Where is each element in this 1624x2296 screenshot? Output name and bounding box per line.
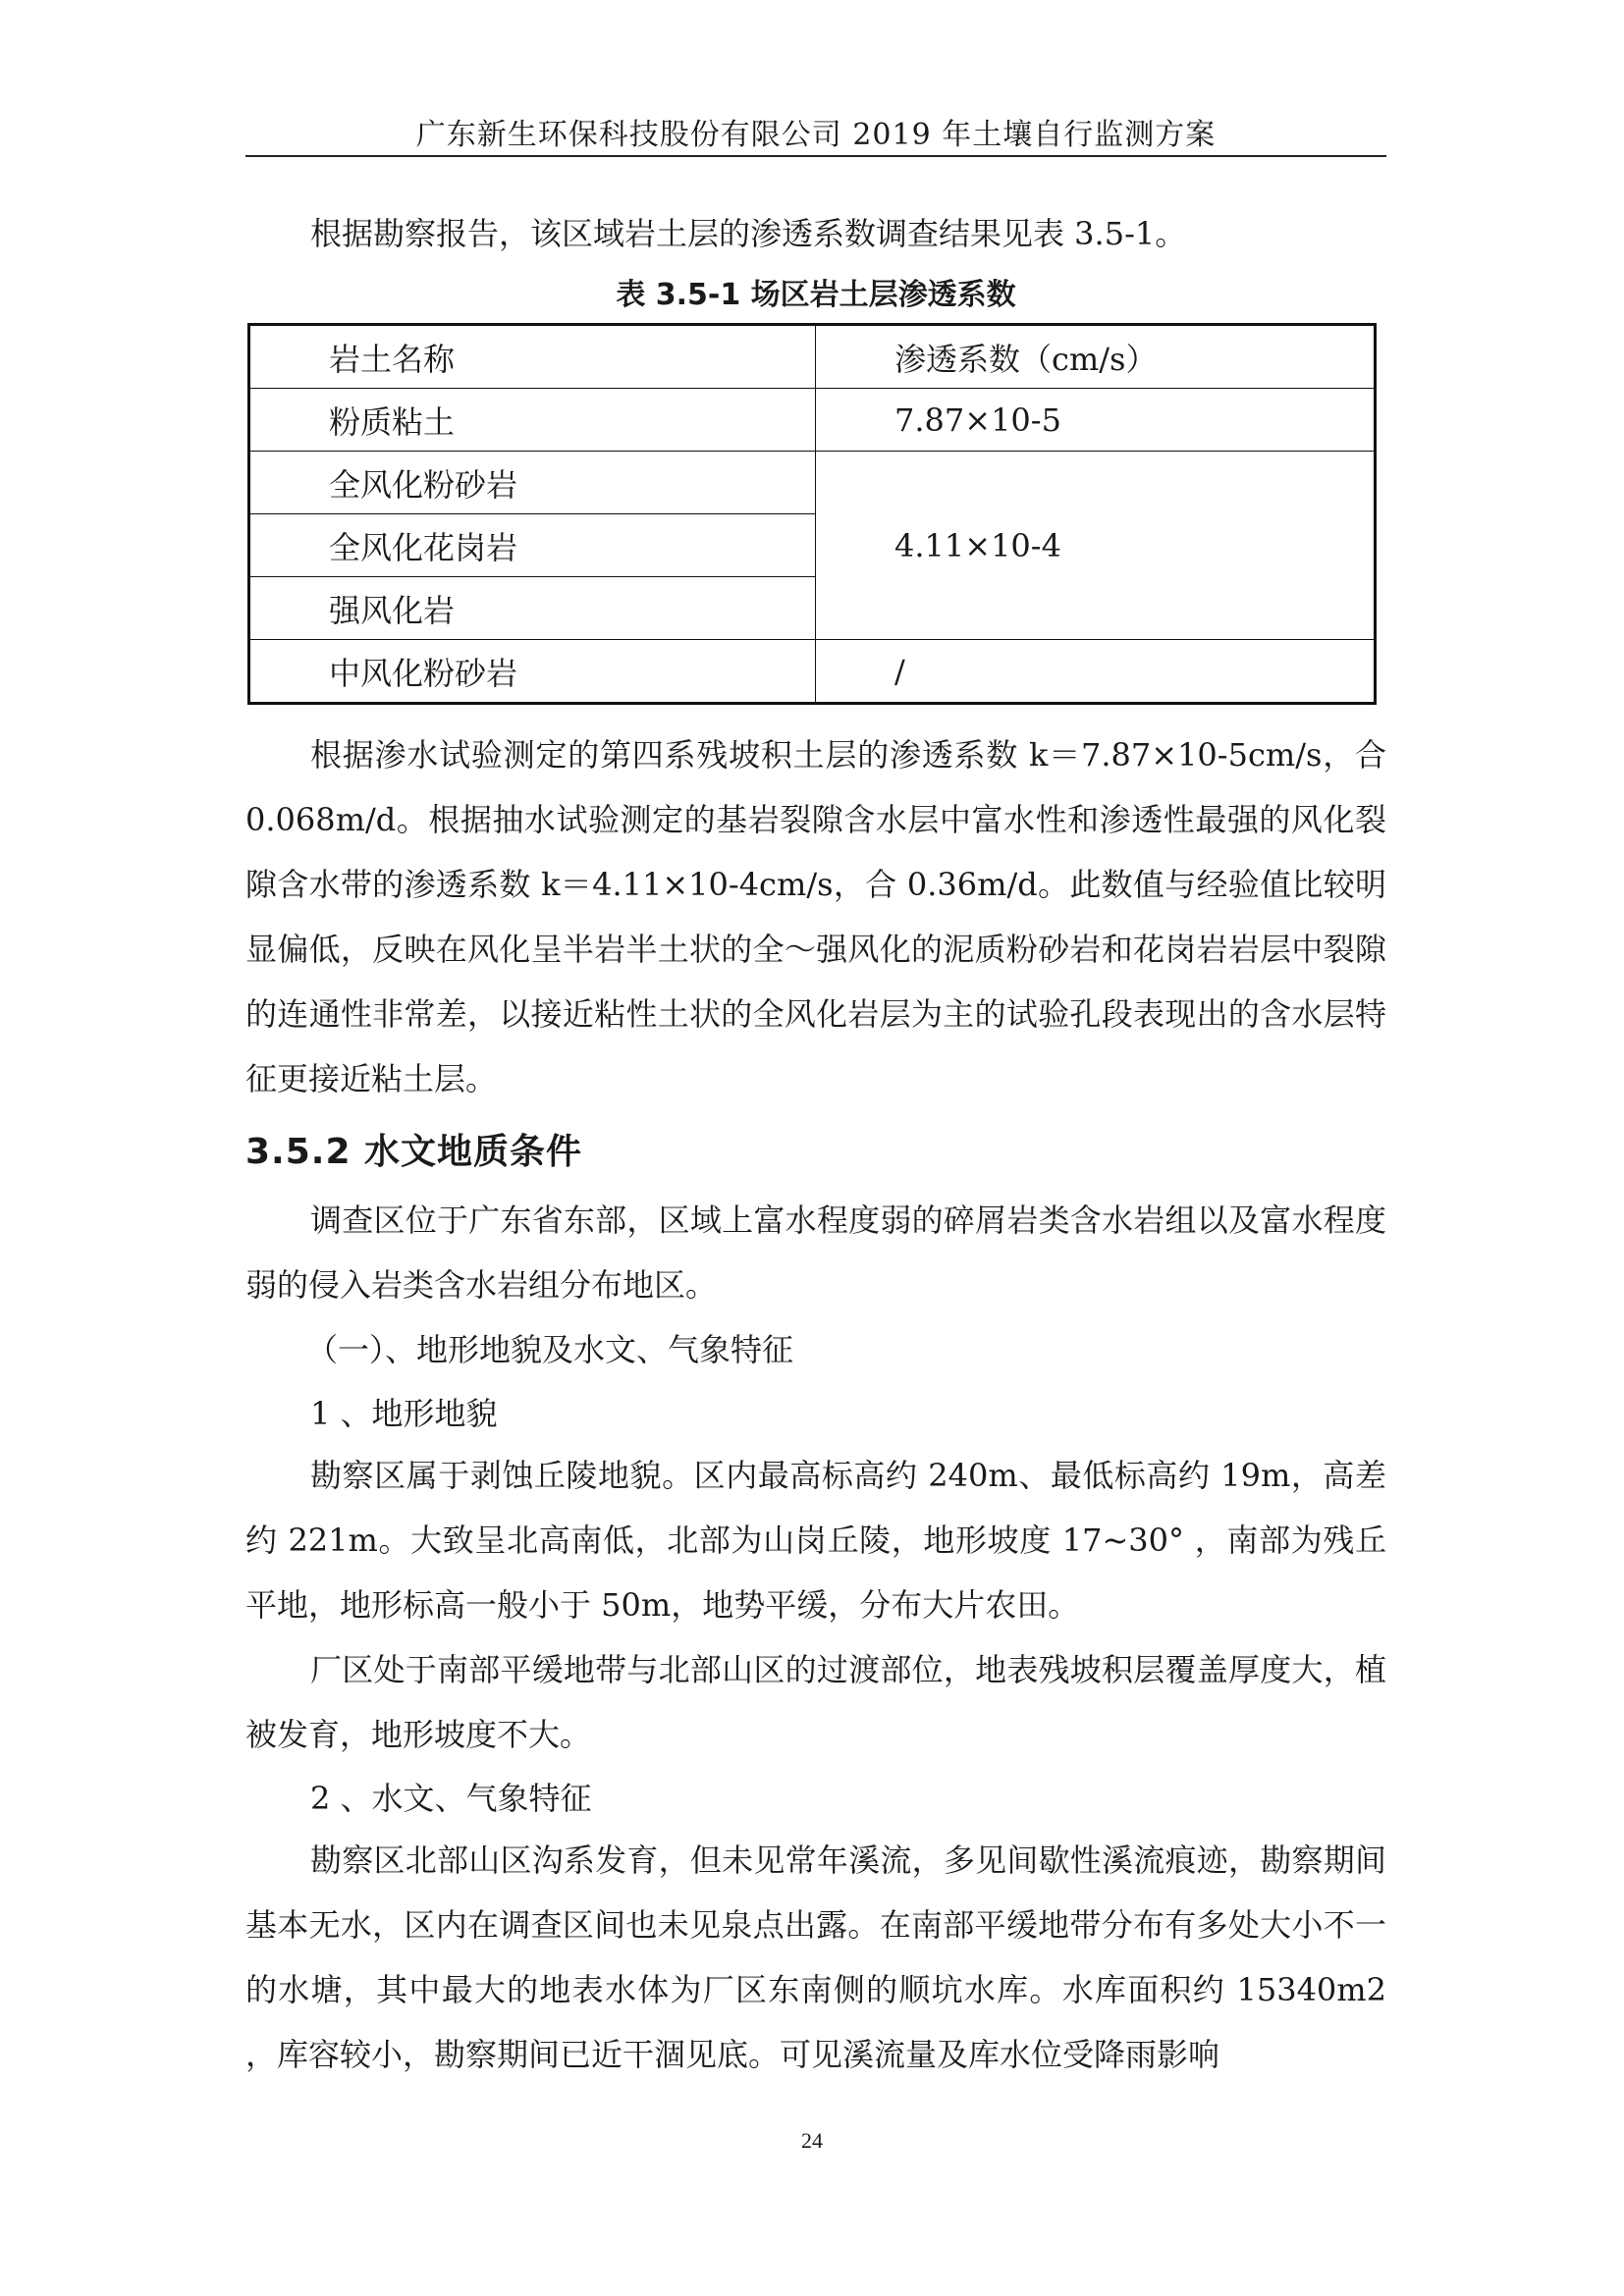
table-header-row: [249, 325, 1376, 389]
table-cell-value: 4.11×10-4: [816, 452, 1376, 640]
table-cell-name: 全风化花岗岩: [249, 514, 816, 577]
table-row: [249, 389, 1376, 452]
page-number: 24: [801, 2128, 823, 2153]
paragraph-terrain: 勘察区属于剥蚀丘陵地貌。区内最高标高约 240m、最低标高约 19m，高差约 221m。大致呈北高南低，北部为山岗丘陵，地形坡度 17~30° ，南部为残丘平地，地形标高一般小于 50m，地势平缓，分布大片农田。: [245, 1457, 1386, 1624]
permeability-table: [247, 323, 1377, 705]
table-caption: 表 3.5-1 场区岩土层渗透系数: [616, 278, 1016, 312]
section-heading: 3.5.2 水文地质条件: [245, 1132, 583, 1172]
table-cell-name: 粉质粘土: [249, 389, 816, 452]
table-header-cell: 岩土名称: [249, 325, 816, 389]
table-cell-name: 中风化粉砂岩: [249, 640, 816, 704]
table-cell-value: /: [816, 640, 1376, 704]
subheading-hydrology-climate: 2 、水文、气象特征: [310, 1780, 592, 1817]
subheading-terrain-hydrology: （一）、地形地貌及水文、气象特征: [306, 1331, 794, 1368]
intro-paragraph: 根据勘察报告，该区域岩土层的渗透系数调查结果见表 3.5-1。: [310, 215, 1187, 252]
paragraph-region: 调查区位于广东省东部，区域上富水程度弱的碎屑岩类含水岩组以及富水程度弱的侵入岩类含水岩组分布地区。: [245, 1201, 1386, 1304]
header-rule: [245, 155, 1386, 157]
table-row: [249, 452, 1376, 514]
table-cell-name: 强风化岩: [249, 577, 816, 640]
running-header: 广东新生环保科技股份有限公司 2019 年土壤自行监测方案: [415, 118, 1217, 152]
paragraph-plant-area: 厂区处于南部平缓地带与北部山区的过渡部位，地表残坡积层覆盖厚度大，植被发育，地形坡度不大。: [245, 1651, 1386, 1753]
table-header-cell: 渗透系数（cm/s）: [816, 325, 1376, 389]
table-cell-value: 7.87×10-5: [816, 389, 1376, 452]
paragraph-hydrology: 勘察区北部山区沟系发育，但未见常年溪流，多见间歇性溪流痕迹，勘察期间基本无水，区内在调查区间也未见泉点出露。在南部平缓地带分布有多处大小不一的水塘，其中最大的地表水体为厂区东南侧的顺坑水库。水库面积约 15340m2 ，库容较小，勘察期间已近干涸见底。可见溪流量及库水位受降雨影响: [245, 1842, 1386, 2073]
paragraph-permeability: 根据渗水试验测定的第四系残坡积土层的渗透系数 k＝7.87×10-5cm/s，合 0.068m/d。根据抽水试验测定的基岩裂隙含水层中富水性和渗透性最强的风化裂隙含水带的渗透系数 k＝4.11×10-4cm/s，合 0.36m/d。此数值与经验值比较明显偏低，反映在风化呈半岩半土状的全～强风化的泥质粉砂岩和花岗岩岩层中裂隙的连通性非常差，以接近粘性土状的全风化岩层为主的试验孔段表现出的含水层特征更接近粘土层。: [245, 736, 1386, 1097]
table-cell-name: 全风化粉砂岩: [249, 452, 816, 514]
subheading-terrain: 1 、地形地貌: [310, 1395, 498, 1432]
table-row: [249, 640, 1376, 704]
